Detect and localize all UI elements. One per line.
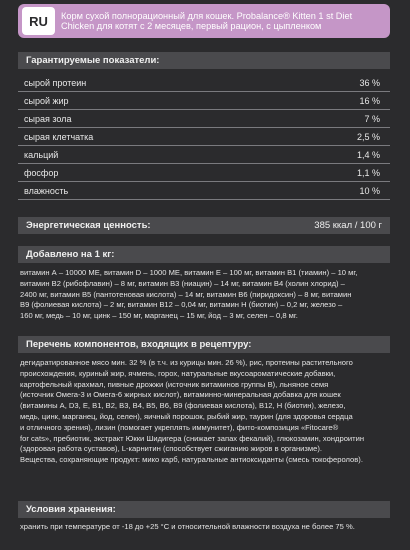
nutrient-label: кальций [24,150,59,160]
nutrient-value: 1,1 % [356,168,380,178]
nutrient-row [18,182,390,200]
ingredient-line: Вещества, сохраняющие продукт: мико карб, натуральные антиоксиданты (смесь токоферолов). [20,455,363,465]
nutrient-row [18,74,390,92]
storage-text: хранить при температуре от -18 до +25 °С и относительной влажности воздуха не более 75 %. [20,522,355,531]
nutrient-row [18,110,390,128]
nutrient-label: сырой протеин [24,78,87,88]
nutrient-value: 36 % [359,78,380,88]
guaranteed-title: Гарантируемые показатели: [18,52,390,69]
energy-label: Энергетическая ценность: [26,220,151,231]
product-title: Корм сухой полнорационный для кошек. Probalance® Kitten 1 st Diet Chicken для котят с 2 месяцев, первый рацион, с цыпленком [61,10,353,31]
nutrient-row [18,92,390,110]
nutrient-row [18,128,390,146]
ingredients-title: Перечень компонентов, входящих в рецептуру: [18,336,390,353]
nutrient-value: 16 % [359,96,380,106]
ingredient-line: for cats», пребиотик, экстракт Юкки Шидигера (снижает запах фекалий), глюкозамин, хондроитин [20,433,365,443]
nutrient-value: 7 % [364,114,380,124]
product-header [18,4,390,38]
ingredient-line: (здоровая работа суставов), L-карнитин (способствует сжиганию жиров в организме). [20,444,322,454]
additive-line: 2400 мг, витамин В5 (пантотеновая кислота) – 14 мг, витамин В6 (пиридоксин) – 8 мг, витамин [20,289,352,299]
storage-title: Условия хранения: [18,501,390,518]
nutrient-label: сырой жир [24,96,69,106]
nutrient-value: 10 % [359,186,380,196]
ingredient-line: (витамины А, D3, Е, В1, В2, В3, В4, В5, В6, В9 (фолиевая кислота), В12, Н (биотин), железо, [20,401,346,411]
additive-line: В9 (фолиевая кислота) – 2 мг, витамин В12 – 0,04 мг, витамин Н (биотин) – 0,2 мг, железо – [20,300,343,310]
nutrient-value: 1,4 % [356,150,380,160]
ingredient-line: (источник Омега-3 и Омега-6 жирных кислот), витаминно-минеральная добавка для кошек [20,390,341,400]
energy-bar [18,217,390,234]
ingredient-line: дегидратированное мясо мин. 32 % (в т.ч. из курицы мин. 26 %), рис, протеины растительного [20,358,353,367]
nutrient-value: 2,5 % [356,132,380,142]
nutrient-label: сырая клетчатка [24,132,94,142]
additive-line: витамин В2 (рибофлавин) – 8 мг, витамин В3 (ниацин) – 14 мг, витамин В4 (холин хлорид) – [20,278,345,288]
added-title: Добавлено на 1 кг: [18,246,390,263]
nutrient-label: сырая зола [24,114,72,124]
energy-value: 385 ккал / 100 г [314,220,382,231]
ingredient-line: и отличного зрения), лизин (помогает укреплять иммунитет), фито-композиция «Fitocare® [20,422,339,432]
ingredient-line: происхождения, куриный жир, ячмень, горох, натуральные вкусоароматические добавки, [20,368,336,378]
nutrient-row [18,164,390,182]
nutrient-row [18,146,390,164]
additive-line: 160 мг, медь – 10 мг, цинк – 150 мг, марганец – 15 мг, йод – 3 мг, селен – 0,8 мг. [20,311,298,321]
additive-line: витамин А – 10000 МЕ, витамин D – 1000 МЕ, витамин Е – 100 мг, витамин В1 (тиамин) – 10 мг, [20,268,358,277]
nutrient-label: влажность [24,186,69,196]
ingredient-line: картофельный крахмал, пивные дрожжи (источник витаминов группы В), льняное семя [20,379,329,389]
ingredient-line: медь, цинк, марганец, йод, селен), яичный порошок, рыбий жир, таурин (для здоровья сердца [20,412,353,421]
nutrient-label: фосфор [24,168,59,178]
language-badge: RU [22,7,55,35]
